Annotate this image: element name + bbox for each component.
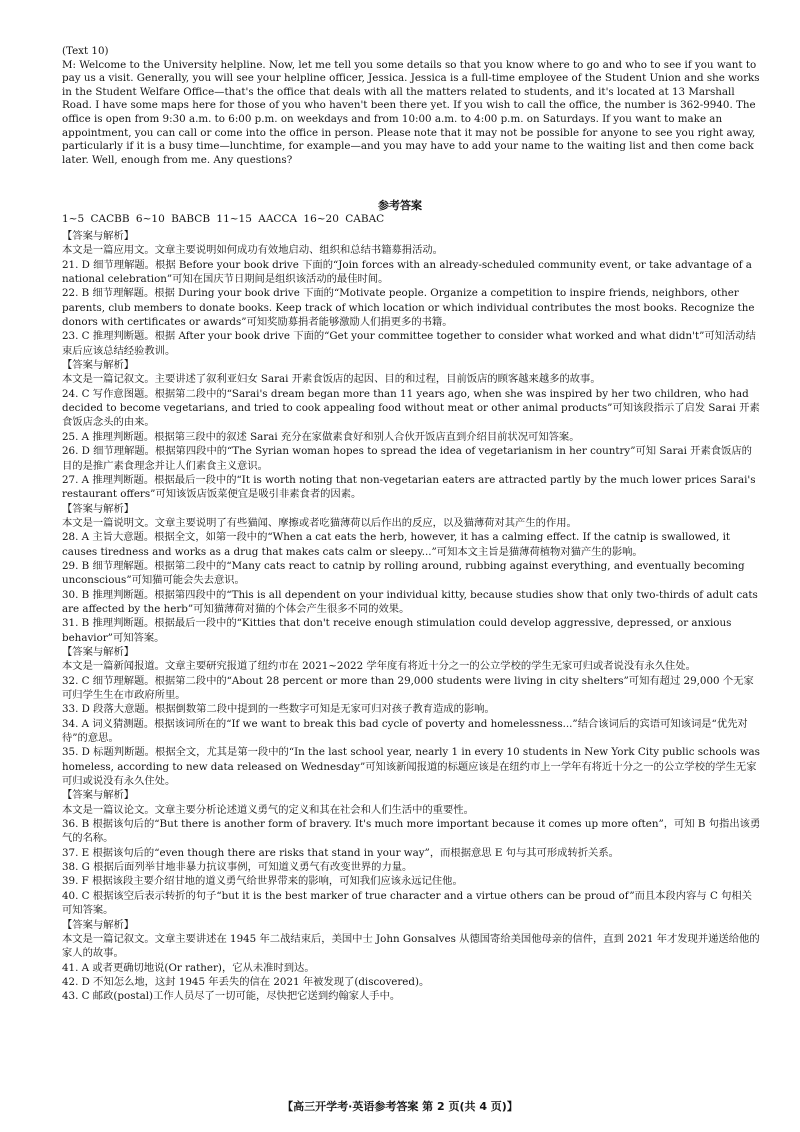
answers-title: 参考答案 xyxy=(378,199,422,212)
listening-transcript: (Text 10) M: Welcome to the University helpline. Now, let me tell you some details so that you know where to go and who to see if you want to pay us a visit. Generally, you will see your helpline officer, Jessica. Jessica is a full-time employee of the Student Union and she works in the Student Welfare Office—that's the office that deals with all the matters related to students, and it's located at 13 Marshall Road. I have some maps here for those of you who haven't been there yet. If you wish to call the office, the number is 362-9940. The office is open from 9:30 a.m. to 6:00 p.m. on weekdays and from 10:00 a.m. to 4:00 p.m. on Saturdays. If you want to make an appointment, you can call or come into the office in person. Please note that it may not be possible for anyone to see you right away, particularly if it is a busy time—lunchtime, for example—and you may have to add your name to the waiting list and then come back later. Well, enough from me. Any questions? xyxy=(62,45,760,166)
answer-explanations: 【答案与解析】 本文是一篇应用文。文章主要说明如何成功有效地启动、组织和总结书籍募捐活动。 21. D 细节理解题。根据 Before your book drive 下面的“Join forces with an already-scheduled community event, or take advantage of a national celebration”可知在国庆节日期间是组织该活动的最佳时间。 22. B 细节理解题。根据 During your book drive 下面的“Motivate people. Organize a competition to inspire friends, neighbors, other parents, club members to donate books. Keep track of which location or which individual contributes the most books. Recognize the donors with certificates or awards”可知奖励募捐者能够激励人们捐更多的书籍。 23. C 推理判断题。根据 After your book drive 下面的“Get your committee together to consider what worked and what didn't”可知活动结束后应该总结经验教训。 【答案与解析】 本文是一篇记叙文。主要讲述了叙利亚妇女 Sarai 开素食饭店的起因、目的和过程，目前饭店的顾客越来越多的故事。 24. C 写作意图题。根据第二段中的“Sarai's dream began more than 11 years ago, when she was inspired by her two children, who had decided to become vegetarians, and tried to cook appealing food without meat or other animal products”可知该段指示了启发 Sarai 开素食饭店念头的由来。 25. A 推理判断题。根据第三段中的叙述 Sarai 充分在家做素食好和别人合伙开饭店直到介绍目前状况可知答案。 26. D 细节理解题。根据第四段中的“The Syrian woman hopes to spread the idea of vegetarianism in her country”可知 Sarai 开素食饭店的目的是推广素食理念并让人们素食主义意识。 27. A 推理判断题。根据最后一段中的“It is worth noting that non-vegetarian eaters are attracted partly by the much lower prices Sarai's restaurant offers”可知该饭店饭菜便宜是吸引非素食者的因素。 【答案与解析】 本文是一篇说明文。文章主要说明了有些猫闻、摩擦或者吃猫薄荷以后作出的反应，以及猫薄荷对其产生的作用。 28. A 主旨大意题。根据全文，如第一段中的“When a cat eats the herb, however, it has a calming effect. If the catnip is swallowed, it causes tiredness and works as a drug that makes cats calm or sleepy...”可知本文主旨是猫薄荷植物对猫产生的影响。 29. B 细节理解题。根据第二段中的“Many cats react to catnip by rolling around, rubbing against everything, and eventually becoming unconscious”可知猫可能会失去意识。 30. B 推理判断题。根据第四段中的“This is all dependent on your individual kitty, because studies show that only two-thirds of adult cats are affected by the herb”可知猫薄荷对猫的个体会产生很多不同的效果。 31. B 推理判断题。根据最后一段中的“Kitties that don't receive enough stimulation could develop aggressive, depressed, or anxious behavior”可知答案。 【答案与解析】 本文是一篇新闻报道。文章主要研究报道了纽约市在 2021~2022 学年度有将近十分之一的公立学校的学生无家可归或者说没有永久住处。 32. C 细节理解题。根据第二段中的“About 28 percent or more than 29,000 students were living in city shelters”可知有超过 29,000 个无家可归学生生在市政府所里。 33. D 段落大意题。根据倒数第二段中提到的一些数字可知是无家可归对孩子教育造成的影响。 34. A 词义猜测题。根据该词所在的“If we want to break this bad cycle of poverty and homelessness...”结合该词后的宾语可知该词是“优先对待”的意思。 35. D 标题判断题。根据全文，尤其是第一段中的“In the last school year, nearly 1 in every 10 students in New York City public schools was homeless, according to new data released on Wednesday”可知该新闻报道的标题应该是在纽约市上一学年有将近十分之一的公立学校的学生无家可归或说没有永久住处。 【答案与解析】 本文是一篇议论文。文章主要分析论述道义勇气的定义和其在社会和人们生活中的重要性。 36. B 根据该句后的“But there is another form of bravery. It's much more important because it comes up more often”，可知 B 句指出该勇气的名称。 37. E 根据该句后的“even though there are risks that stand in your way”，而根据意思 E 句与其可形成转折关系。 38. G 根据后面列举甘地非暴力抗议事例，可知道义勇气有改变世界的力量。 39. F 根据该段主要介绍甘地的道义勇气给世界带来的影响，可知我们应该永远记住他。 40. C 根据该空后表示转折的句子“but it is the best marker of true character and a virtue others can be proud of”而且本段内容与 C 句相关可知答案。 【答案与解析】 本文是一篇记叙文。文章主要讲述在 1945 年二战结束后，美国中士 John Gonsalves 从德国寄给美国他母亲的信件，直到 2021 年才发现并递送给他的家人的故事。 41. A 或者更确切地说(Or rather)，它从未准时到达。 42. D 不知怎么地，这封 1945 年丢失的信在 2021 年被发现了(discovered)。 43. C 邮政(postal)工作人员尽了一切可能，尽快把它送到约翰家人手中。 xyxy=(62,230,761,1003)
page-footer: 【高三开学考·英语参考答案 第 2 页(共 4 页)】 xyxy=(282,1100,518,1113)
answer-key: 1~5 CACBB 6~10 BABCB 11~15 AACCA 16~20 CABAC xyxy=(62,213,385,225)
